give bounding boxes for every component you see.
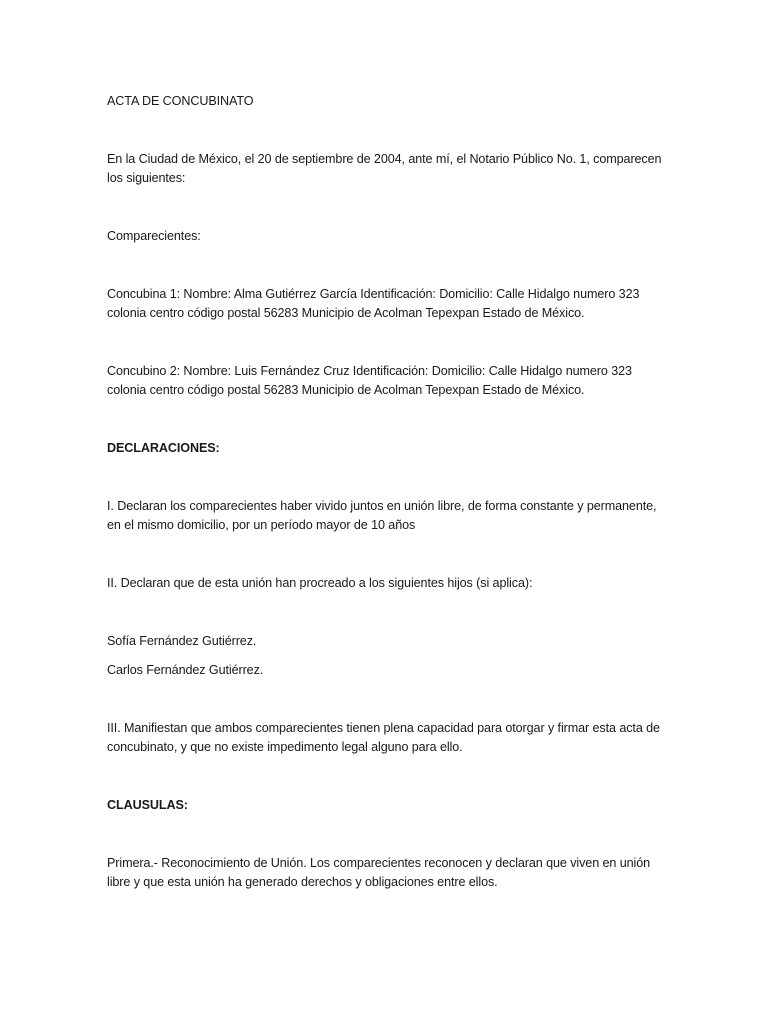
comparecientes-heading: Comparecientes: — [107, 229, 201, 243]
hijo-item: Sofía Fernández Gutiérrez. — [107, 634, 257, 648]
concubina-1-paragraph: Concubina 1: Nombre: Alma Gutiérrez García Identificación: Domicilio: Calle Hidalgo numero 323 colonia centro código postal 56283 Municipio de Acolman Tepexpan Estado de México. — [107, 287, 640, 320]
declaracion-1-paragraph: I. Declaran los comparecientes haber vivido juntos en unión libre, de forma constante y permanente, en el mismo domicilio, por un período mayor de 10 años — [107, 499, 657, 532]
clausulas-heading: CLAUSULAS: — [107, 798, 188, 812]
intro-paragraph: En la Ciudad de México, el 20 de septiembre de 2004, ante mí, el Notario Público No. 1, comparecen los siguientes: — [107, 152, 662, 185]
hijo-item: Carlos Fernández Gutiérrez. — [107, 663, 264, 677]
declaraciones-heading: DECLARACIONES: — [107, 441, 220, 455]
declaracion-2-paragraph: II. Declaran que de esta unión han procreado a los siguientes hijos (si aplica): — [107, 576, 533, 590]
clausula-primera-paragraph: Primera.- Reconocimiento de Unión. Los comparecientes reconocen y declaran que viven en unión libre y que esta unión ha generado derechos y obligaciones entre ellos. — [107, 856, 651, 889]
concubino-2-paragraph: Concubino 2: Nombre: Luis Fernández Cruz Identificación: Domicilio: Calle Hidalgo numero 323 colonia centro código postal 56283 Municipio de Acolman Tepexpan Estado de México. — [107, 364, 632, 397]
document-title: ACTA DE CONCUBINATO — [107, 94, 254, 108]
declaracion-3-paragraph: III. Manifiestan que ambos comparecientes tienen plena capacidad para otorgar y firmar esta acta de concubinato, y que no existe impedimento legal alguno para ello. — [107, 721, 660, 754]
document-body — [107, 92, 667, 892]
